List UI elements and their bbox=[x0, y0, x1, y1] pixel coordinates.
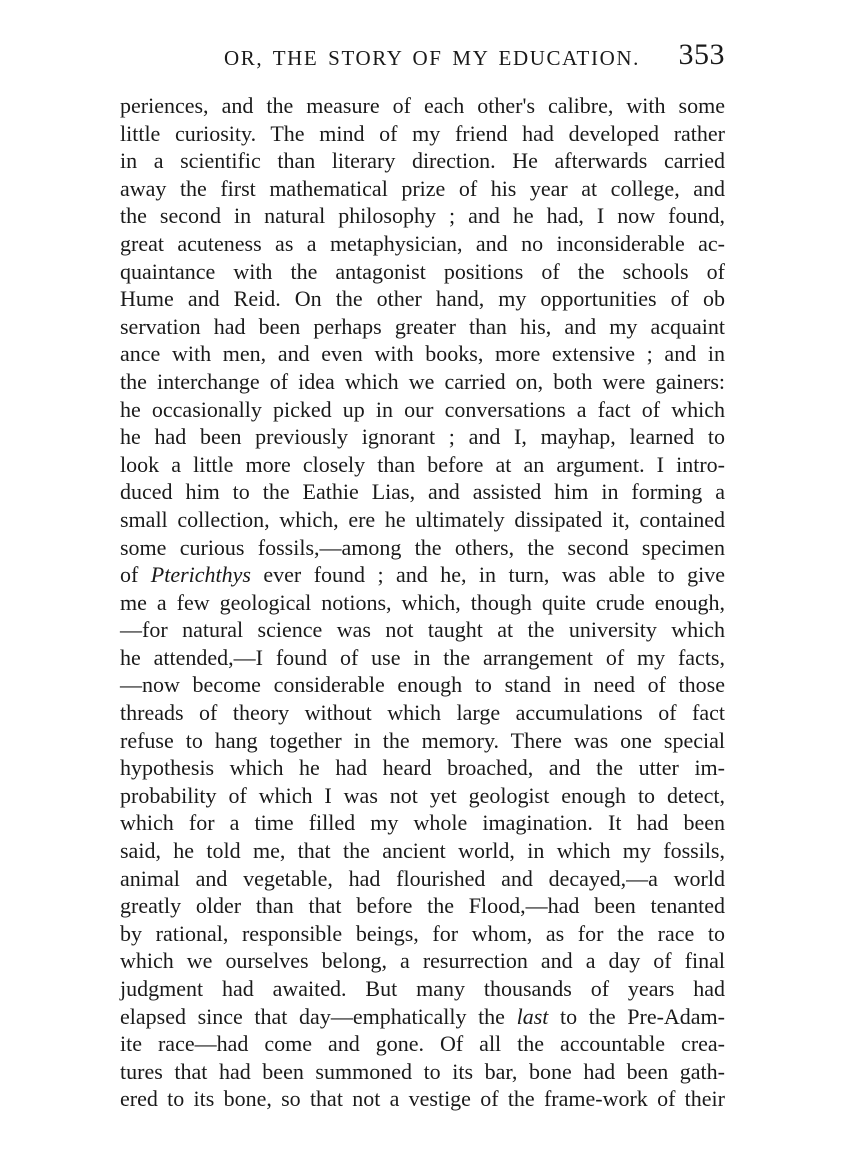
text-line: little curiosity. The mind of my friend had developed rather bbox=[120, 120, 725, 146]
text-line: servation had been perhaps greater than his, and my acquaint bbox=[120, 313, 725, 339]
text-line: tures that had been summoned to its bar, bone had been gath- bbox=[120, 1058, 725, 1084]
text-line: ered to its bone, so that not a vestige of the frame-work of their bbox=[120, 1086, 725, 1112]
text-line: Hume and Reid. On the other hand, my opportunities of ob bbox=[120, 286, 725, 312]
text-line: threads of theory without which large accumulations of fact bbox=[120, 700, 725, 726]
text-run: of bbox=[120, 562, 151, 588]
text-line: which we ourselves belong, a resurrection and a day of final bbox=[120, 948, 725, 974]
text-line: hypothesis which he had heard broached, and the utter im- bbox=[120, 755, 725, 781]
text-line: he attended,—I found of use in the arrangement of my facts, bbox=[120, 644, 725, 670]
text-run: ever found ; and he, in turn, was able to give bbox=[250, 562, 725, 588]
text-run: elapsed since that day—emphatically the bbox=[120, 1003, 517, 1029]
text-line: said, he told me, that the ancient world, in which my fossils, bbox=[120, 838, 725, 864]
text-line: he had been previously ignorant ; and I, mayhap, learned to bbox=[120, 424, 725, 450]
text-line: me a few geological notions, which, though quite crude enough, bbox=[120, 589, 725, 615]
text-line: ance with men, and even with books, more extensive ; and in bbox=[120, 341, 725, 367]
text-line: quaintance with the antagonist positions of the schools of bbox=[120, 258, 725, 284]
text-line: by rational, responsible beings, for whom, as for the race to bbox=[120, 920, 725, 946]
text-line: the second in natural philosophy ; and he had, I now found, bbox=[120, 203, 725, 229]
text-line: periences, and the measure of each other's calibre, with some bbox=[120, 93, 725, 118]
running-head: OR, THE STORY OF MY EDUCATION. bbox=[224, 46, 640, 70]
text-line bbox=[120, 1003, 725, 1031]
text-line: ite race—had come and gone. Of all the accountable crea- bbox=[120, 1031, 725, 1057]
text-line: he occasionally picked up in our conversations a fact of which bbox=[120, 396, 725, 422]
text-line: probability of which I was not yet geologist enough to detect, bbox=[120, 782, 725, 808]
text-line: in a scientific than literary direction. He afterwards carried bbox=[120, 148, 725, 174]
text-line: look a little more closely than before at an argument. I intro- bbox=[120, 451, 725, 477]
text-line: some curious fossils,—among the others, the second specimen bbox=[120, 534, 725, 560]
text-run: to the Pre-Adam- bbox=[548, 1003, 725, 1029]
text-line bbox=[120, 561, 725, 589]
text-line: judgment had awaited. But many thousands of years had bbox=[120, 976, 725, 1001]
text-line: the interchange of idea which we carried on, both were gainers: bbox=[120, 368, 725, 394]
italic-word: last bbox=[516, 1003, 549, 1029]
text-line: refuse to hang together in the memory. There was one special bbox=[120, 727, 725, 753]
text-line: away the first mathematical prize of his year at college, and bbox=[120, 175, 725, 201]
text-line: greatly older than that before the Flood,—had been tenanted bbox=[120, 893, 725, 919]
page-header bbox=[120, 38, 725, 78]
page-number: 353 bbox=[678, 38, 725, 71]
italic-title: Pterichthys bbox=[150, 562, 251, 588]
text-line: duced him to the Eathie Lias, and assisted him in forming a bbox=[120, 479, 725, 505]
text-line: which for a time filled my whole imagination. It had been bbox=[120, 810, 725, 836]
text-line: animal and vegetable, had flourished and decayed,—a world bbox=[120, 865, 725, 891]
body-text bbox=[120, 92, 725, 1113]
text-line: small collection, which, ere he ultimately dissipated it, contained bbox=[120, 506, 725, 532]
text-line: —now become considerable enough to stand in need of those bbox=[120, 672, 725, 698]
text-line: great acuteness as a metaphysician, and no inconsiderable ac- bbox=[120, 230, 725, 256]
text-line: —for natural science was not taught at the university which bbox=[120, 617, 725, 643]
